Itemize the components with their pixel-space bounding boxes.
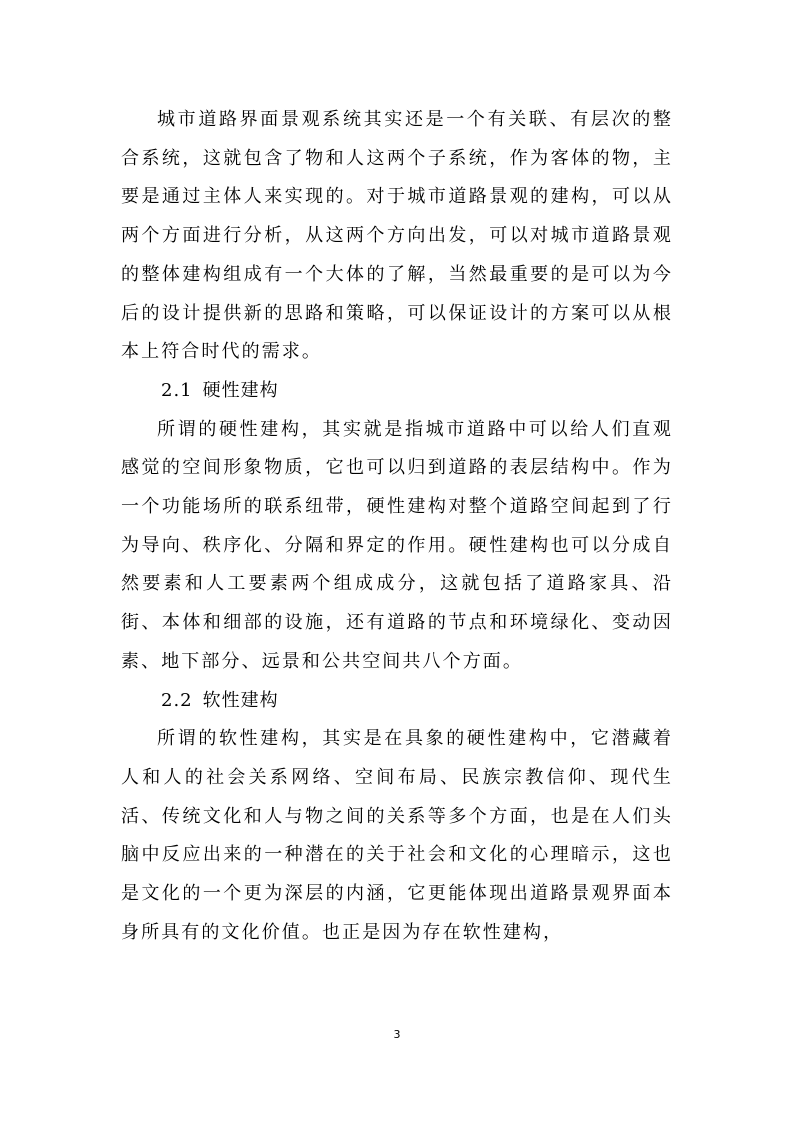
section-title: 软性建构 <box>202 689 279 711</box>
section-number: 2.2 <box>161 689 193 711</box>
section-title: 硬性建构 <box>202 379 279 401</box>
document-body <box>121 101 673 952</box>
section-number: 2.1 <box>161 379 193 401</box>
section-heading-hard-construction <box>121 372 673 411</box>
page-number: 3 <box>393 1028 401 1041</box>
soft-construction-paragraph: 所谓的软性建构，其实是在具象的硬性建构中，它潜藏着人和人的社会关系网络、空间布局、民族宗教信仰、现代生活、传统文化和人与物之间的关系等多个方面，也是在人们头脑中反应出来的一种潜在的关于社会和文化的心理暗示，这也是文化的一个更为深层的内涵，它更能体现出道路景观界面本身所具有的文化价值。也正是因为存在软性建构， <box>121 728 673 943</box>
hard-construction-paragraph: 所谓的硬性建构，其实就是指城市道路中可以给人们直观感觉的空间形象物质，它也可以归到道路的表层结构中。作为一个功能场所的联系纽带，硬性建构对整个道路空间起到了行为导向、秩序化、分隔和界定的作用。硬性建构也可以分成自然要素和人工要素两个组成成分，这就包括了道路家具、沿街、本体和细部的设施，还有道路的节点和环境绿化、变动因素、地下部分、远景和公共空间共八个方面。 <box>121 418 673 672</box>
section-heading-soft-construction <box>121 682 673 721</box>
intro-paragraph: 城市道路界面景观系统其实还是一个有关联、有层次的整合系统，这就包含了物和人这两个子系统，作为客体的物，主要是通过主体人来实现的。对于城市道路景观的建构，可以从两个方面进行分析，从这两个方向出发，可以对城市道路景观的整体建构组成有一个大体的了解，当然最重要的是可以为今后的设计提供新的思路和策略，可以保证设计的方案可以从根本上符合时代的需求。 <box>121 109 673 363</box>
